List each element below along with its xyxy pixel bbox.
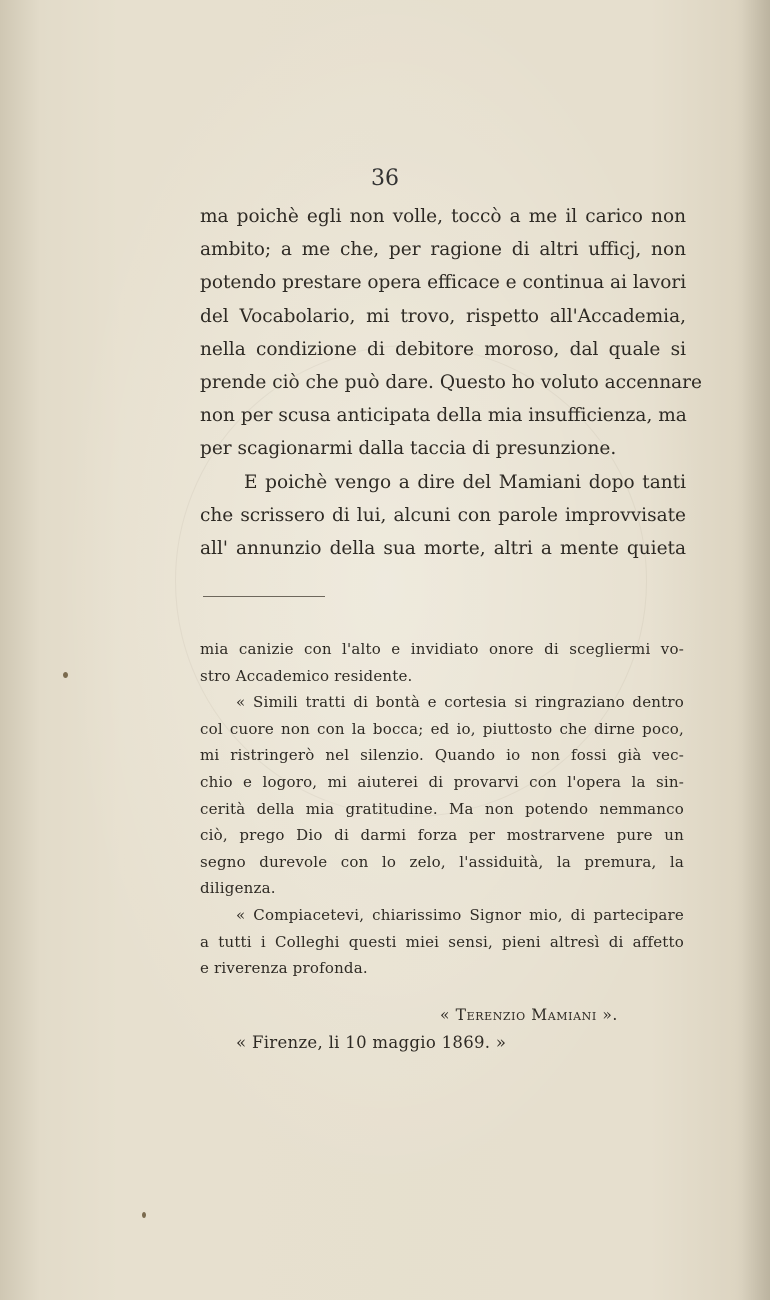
footnote-line: « Compiacetevi, chiarissimo Signor mio, di partecipare (236, 905, 684, 924)
footnote-line: segno durevole con lo zelo, l'assiduità, la premura, la (200, 852, 684, 871)
text-line: all' annunzio della sua morte, altri a mente quieta (200, 538, 686, 560)
signature (440, 1006, 618, 1024)
text-line: per scagionarmi dalla taccia di presunzione. (200, 438, 617, 460)
text-line: del Vocabolario, mi trovo, rispetto all'Accademia, (200, 305, 686, 327)
text-line: che scrissero di lui, alcuni con parole improvvisate (200, 504, 686, 526)
ink-spot (63, 672, 68, 678)
footnote-line: e riverenza profonda. (200, 959, 368, 978)
text-line: potendo prestare opera efficace e continua ai lavori (200, 272, 687, 294)
text-line: nella condizione di debitore moroso, dal quale si (200, 338, 686, 360)
page-number: 36 (371, 166, 399, 191)
footnote-separator (203, 596, 325, 597)
signature-name: Terenzio Mamiani (455, 1006, 597, 1024)
footnote-line: a tutti i Colleghi questi miei sensi, pieni altresì di affetto (200, 932, 684, 951)
footnote-line: « Simili tratti di bontà e cortesia si ringraziano dentro (236, 693, 684, 712)
signature-open-quote: « (440, 1006, 451, 1024)
text-line: E poichè vengo a dire del Mamiani dopo tanti (244, 471, 686, 493)
footnote-line: stro Accademico residente. (200, 666, 413, 685)
ink-spot (142, 1212, 146, 1218)
main-text (200, 200, 702, 565)
text-line: non per scusa anticipata della mia insufficienza, ma (200, 405, 687, 427)
signature-close-quote: ». (602, 1006, 618, 1024)
footnote-line: cerità della mia gratitudine. Ma non potendo nemmanco (200, 799, 684, 818)
footnote-line: chio e logoro, mi aiuterei di provarvi con l'opera la sin- (200, 772, 684, 791)
footnote-line: mi ristringerò nel silenzio. Quando io non fossi già vec- (200, 746, 684, 765)
footnote-line: col cuore non con la bocca; ed io, piuttosto che dirne poco, (200, 719, 684, 738)
text-line: ma poichè egli non volle, toccò a me il carico non (200, 206, 686, 227)
footnote-line: diligenza. (200, 879, 276, 898)
dateline: « Firenze, li 10 maggio 1869. » (236, 1033, 507, 1052)
text-line: prende ciò che può dare. Questo ho voluto accennare (200, 372, 702, 394)
text-line: ambito; a me che, per ragione di altri ufficj, non (200, 239, 686, 261)
footnote (200, 636, 684, 982)
footnote-line: ciò, prego Dio di darmi forza per mostrarvene pure un (200, 826, 684, 845)
footnote-line: mia canizie con l'alto e invidiato onore di scegliermi vo- (200, 640, 684, 658)
page-edge-shadow (742, 0, 770, 1300)
